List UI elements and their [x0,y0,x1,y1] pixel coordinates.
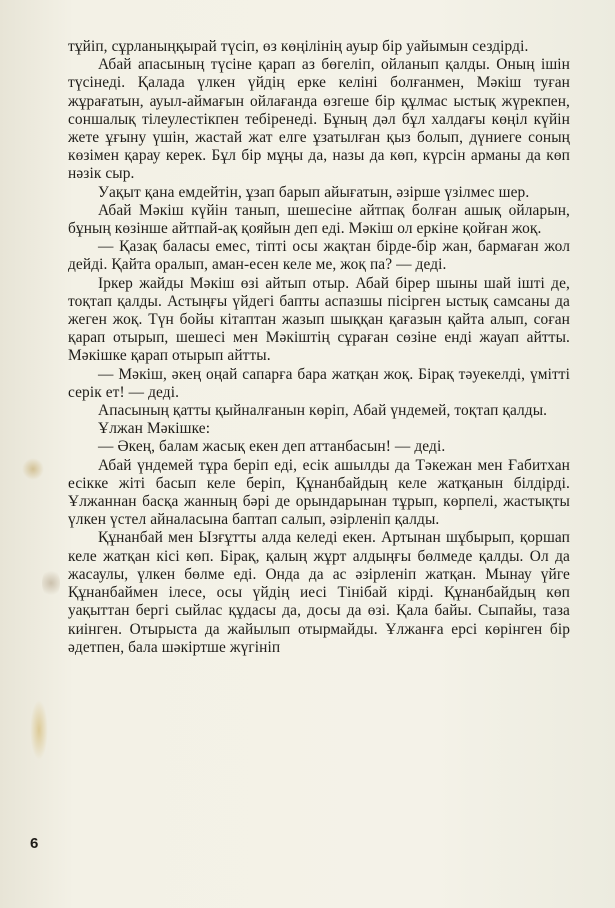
paragraph: Абай Мәкіш күйін танып, шешесіне айтпақ болған ашық ойларын, бұның көзінше айтпай-ақ қояйын деп еді. Мәкіш ол еркіне қойған жоқ. [68,201,570,238]
paper-stain [42,568,60,598]
paper-stain [22,458,44,480]
body-text [68,38,570,657]
paragraph: — Қазақ баласы емес, тіпті осы жақтан бірде-бір жан, бармаған жол дейді. Қайта оралып, аман-есен келе ме, жоқ па? — деді. [68,238,570,274]
paragraph: тұйіп, сұрланыңқырай түсіп, өз көңілінің ауыр бір уайымын сездірді. [68,38,529,55]
paragraph: Абай үндемей тұра беріп еді, есік ашылды да Тәкежан мен Ғабитхан есікке жіті басып келе беріп, Құнанбайдың келе жатқанын білдірді. Ұлжаннан басқа жанның бәрі де орындарынан тұрып, көрпелі, жастықты үлкен үстел айналасына баптап салып, әзірленіп қалды. [68,456,570,529]
paragraph: Құнанбай мен Ызғұтты алда келеді екен. Артынан шұбырып, қоршап келе жатқан кісі көп. Бірақ, қалың жұрт алдыңғы бөлмеде қалды. Ол да жасаулы, үлкен бөлме еді. Онда да ас әзірленіп жатқан. Мынау үйге Құнанбаймен ілесе, осы үйдің иесі Тінібай кірді. Құнанбайдың көп уақыттан бергі сыйлас құдасы да, досы да өзі. Қала байы. Сыпайы, таза киінген. Отырыста да жайылып отырмайды. Ұлжанға ерсі көрінген бір әдетпен, бала шәкіртше жүгініп [68,529,570,656]
paragraph: Іркер жайды Мәкіш өзі айтып отыр. Абай бірер шыны шай ішті де, тоқтап қалды. Астыңғы үйдегі бапты аспазшы пісірген ыстық самсаны да жеген жоқ. Түн бойы кітаптан жазып шыққан қағазын қайта алып, соған қарап отырып, шешесі мен Мәкіштің сұраған сөзіне енді жауап айтты. Мәкішке қарап отырып айтты. [68,274,570,365]
paragraph: Ұлжан Мәкішке: [98,420,211,438]
paragraph: — Мәкіш, әкең оңай сапарға бара жатқан жоқ. Бірақ тәуекелді, үмітті серік ет! — деді. [68,365,570,401]
page-number: 6 [30,835,39,852]
paragraph: — Әкең, балам жасық екен деп аттанбасын! — деді. [98,438,446,456]
paragraph: Уақыт қана емдейтін, ұзап барып айығатын, әзірше үзілмес шер. [98,183,530,201]
paragraph: Апасының қатты қыйналғанын көріп, Абай үндемей, тоқтап қалды. [98,402,548,420]
paragraph: Абай апасының түсіне қарап аз бөгеліп, ойланып қалды. Оның ішін түсінеді. Қалада үлкен үйдің ерке келіні болғанмен, Мәкіш туған жұрағатын, ауыл-аймағын ойлағанда өзгеше бір құлмас ыстық жүрекпен, соншалық тілеулестікпен тебіренеді. Бұның дәл бұл халдағы көңіл күйін жете ұғыну үшін, жастай жат елге ұзатылған қыз болып, дүниеге соның көзімен қарау керек. Бұл бір мұңы да, назы да көп, күрсін арманы да көп нәзік сыр. [68,56,570,183]
paper-stain [30,700,48,760]
